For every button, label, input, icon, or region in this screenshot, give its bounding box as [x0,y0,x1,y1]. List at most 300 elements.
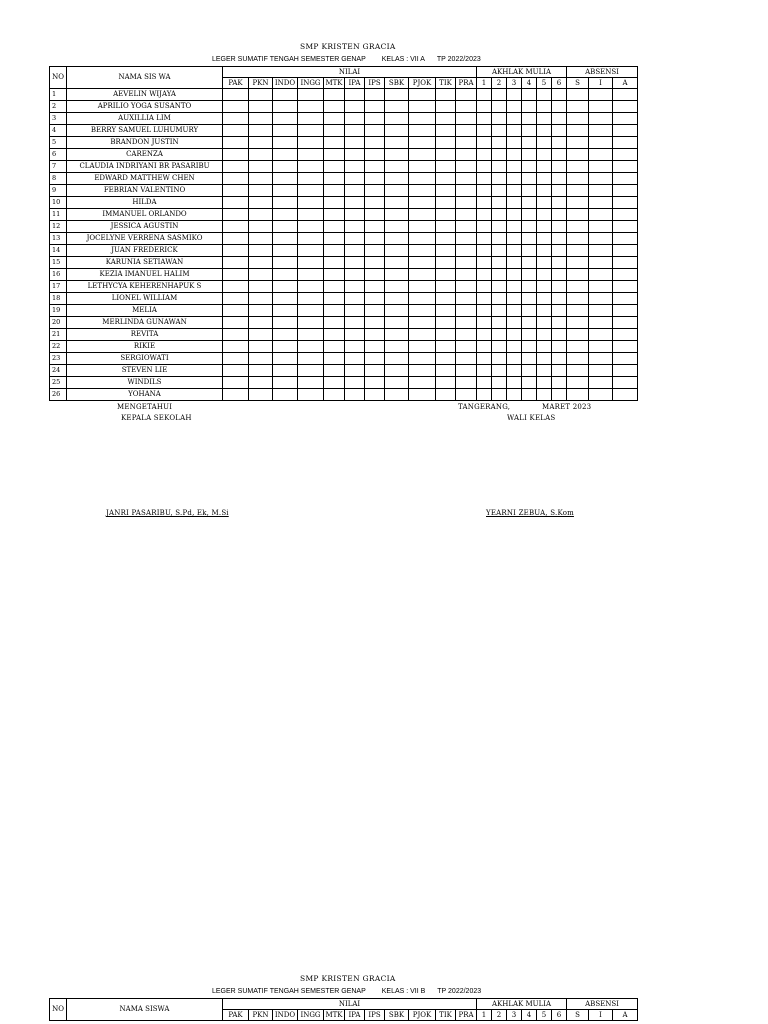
grade-cell[interactable] [567,269,589,281]
grade-cell[interactable] [589,245,613,257]
grade-cell[interactable] [273,257,298,269]
grade-cell[interactable] [223,125,249,137]
grade-cell[interactable] [589,341,613,353]
grade-cell[interactable] [552,341,567,353]
grade-cell[interactable] [507,113,522,125]
grade-cell[interactable] [567,281,589,293]
grade-cell[interactable] [567,329,589,341]
grade-cell[interactable] [552,233,567,245]
grade-cell[interactable] [273,125,298,137]
grade-cell[interactable] [537,185,552,197]
grade-cell[interactable] [492,101,507,113]
grade-cell[interactable] [249,317,273,329]
grade-cell[interactable] [385,185,409,197]
grade-cell[interactable] [273,221,298,233]
grade-cell[interactable] [456,353,477,365]
grade-cell[interactable] [492,185,507,197]
grade-cell[interactable] [324,149,345,161]
grade-cell[interactable] [385,317,409,329]
grade-cell[interactable] [492,389,507,401]
grade-cell[interactable] [537,293,552,305]
grade-cell[interactable] [273,161,298,173]
grade-cell[interactable] [409,221,436,233]
grade-cell[interactable] [345,269,365,281]
grade-cell[interactable] [409,341,436,353]
grade-cell[interactable] [589,113,613,125]
grade-cell[interactable] [567,353,589,365]
grade-cell[interactable] [385,197,409,209]
grade-cell[interactable] [223,389,249,401]
grade-cell[interactable] [249,305,273,317]
grade-cell[interactable] [249,89,273,101]
grade-cell[interactable] [456,317,477,329]
grade-cell[interactable] [409,89,436,101]
grade-cell[interactable] [507,305,522,317]
grade-cell[interactable] [385,329,409,341]
grade-cell[interactable] [522,125,537,137]
grade-cell[interactable] [249,173,273,185]
grade-cell[interactable] [324,341,345,353]
grade-cell[interactable] [223,365,249,377]
grade-cell[interactable] [436,293,456,305]
grade-cell[interactable] [456,101,477,113]
grade-cell[interactable] [249,269,273,281]
grade-cell[interactable] [613,113,638,125]
grade-cell[interactable] [345,353,365,365]
grade-cell[interactable] [567,89,589,101]
grade-cell[interactable] [223,245,249,257]
grade-cell[interactable] [249,197,273,209]
grade-cell[interactable] [589,173,613,185]
grade-cell[interactable] [552,161,567,173]
grade-cell[interactable] [385,149,409,161]
grade-cell[interactable] [492,257,507,269]
grade-cell[interactable] [456,209,477,221]
grade-cell[interactable] [436,305,456,317]
grade-cell[interactable] [345,317,365,329]
grade-cell[interactable] [436,365,456,377]
grade-cell[interactable] [223,185,249,197]
grade-cell[interactable] [456,257,477,269]
grade-cell[interactable] [273,317,298,329]
grade-cell[interactable] [345,281,365,293]
grade-cell[interactable] [477,101,492,113]
grade-cell[interactable] [537,113,552,125]
grade-cell[interactable] [492,317,507,329]
grade-cell[interactable] [477,341,492,353]
grade-cell[interactable] [507,185,522,197]
grade-cell[interactable] [537,149,552,161]
grade-cell[interactable] [613,389,638,401]
grade-cell[interactable] [365,137,385,149]
grade-cell[interactable] [567,137,589,149]
grade-cell[interactable] [507,257,522,269]
grade-cell[interactable] [223,305,249,317]
grade-cell[interactable] [567,197,589,209]
grade-cell[interactable] [436,173,456,185]
grade-cell[interactable] [613,185,638,197]
grade-cell[interactable] [298,377,324,389]
grade-cell[interactable] [298,353,324,365]
grade-cell[interactable] [298,185,324,197]
grade-cell[interactable] [223,281,249,293]
grade-cell[interactable] [567,389,589,401]
grade-cell[interactable] [477,113,492,125]
grade-cell[interactable] [298,269,324,281]
grade-cell[interactable] [477,233,492,245]
grade-cell[interactable] [552,353,567,365]
grade-cell[interactable] [409,149,436,161]
grade-cell[interactable] [589,389,613,401]
grade-cell[interactable] [456,233,477,245]
grade-cell[interactable] [273,113,298,125]
grade-cell[interactable] [613,365,638,377]
grade-cell[interactable] [324,281,345,293]
grade-cell[interactable] [456,113,477,125]
grade-cell[interactable] [456,329,477,341]
grade-cell[interactable] [249,125,273,137]
grade-cell[interactable] [298,113,324,125]
grade-cell[interactable] [613,197,638,209]
grade-cell[interactable] [223,89,249,101]
grade-cell[interactable] [522,353,537,365]
grade-cell[interactable] [477,221,492,233]
grade-cell[interactable] [385,365,409,377]
grade-cell[interactable] [249,353,273,365]
grade-cell[interactable] [567,377,589,389]
grade-cell[interactable] [345,101,365,113]
grade-cell[interactable] [365,269,385,281]
grade-cell[interactable] [385,113,409,125]
grade-cell[interactable] [507,269,522,281]
grade-cell[interactable] [522,281,537,293]
grade-cell[interactable] [273,197,298,209]
grade-cell[interactable] [522,365,537,377]
grade-cell[interactable] [436,113,456,125]
grade-cell[interactable] [273,305,298,317]
grade-cell[interactable] [345,89,365,101]
grade-cell[interactable] [492,293,507,305]
grade-cell[interactable] [552,365,567,377]
grade-cell[interactable] [345,245,365,257]
grade-cell[interactable] [298,281,324,293]
grade-cell[interactable] [223,329,249,341]
grade-cell[interactable] [589,281,613,293]
grade-cell[interactable] [223,377,249,389]
grade-cell[interactable] [522,185,537,197]
grade-cell[interactable] [537,329,552,341]
grade-cell[interactable] [456,125,477,137]
grade-cell[interactable] [613,257,638,269]
grade-cell[interactable] [522,293,537,305]
grade-cell[interactable] [273,173,298,185]
grade-cell[interactable] [365,101,385,113]
grade-cell[interactable] [477,365,492,377]
grade-cell[interactable] [537,101,552,113]
grade-cell[interactable] [507,329,522,341]
grade-cell[interactable] [365,305,385,317]
grade-cell[interactable] [567,365,589,377]
grade-cell[interactable] [298,101,324,113]
grade-cell[interactable] [365,161,385,173]
grade-cell[interactable] [613,137,638,149]
grade-cell[interactable] [298,329,324,341]
grade-cell[interactable] [492,221,507,233]
grade-cell[interactable] [537,209,552,221]
grade-cell[interactable] [324,209,345,221]
grade-cell[interactable] [273,269,298,281]
grade-cell[interactable] [613,125,638,137]
grade-cell[interactable] [273,293,298,305]
grade-cell[interactable] [567,173,589,185]
grade-cell[interactable] [537,137,552,149]
grade-cell[interactable] [613,221,638,233]
grade-cell[interactable] [409,317,436,329]
grade-cell[interactable] [298,149,324,161]
grade-cell[interactable] [456,137,477,149]
grade-cell[interactable] [273,365,298,377]
grade-cell[interactable] [409,389,436,401]
grade-cell[interactable] [477,161,492,173]
grade-cell[interactable] [324,377,345,389]
grade-cell[interactable] [249,365,273,377]
grade-cell[interactable] [567,257,589,269]
grade-cell[interactable] [436,341,456,353]
grade-cell[interactable] [552,257,567,269]
grade-cell[interactable] [507,365,522,377]
grade-cell[interactable] [365,125,385,137]
grade-cell[interactable] [492,161,507,173]
grade-cell[interactable] [492,305,507,317]
grade-cell[interactable] [223,197,249,209]
grade-cell[interactable] [613,281,638,293]
grade-cell[interactable] [589,89,613,101]
grade-cell[interactable] [249,233,273,245]
grade-cell[interactable] [436,377,456,389]
grade-cell[interactable] [537,197,552,209]
grade-cell[interactable] [298,341,324,353]
grade-cell[interactable] [552,377,567,389]
grade-cell[interactable] [324,233,345,245]
grade-cell[interactable] [273,185,298,197]
grade-cell[interactable] [567,341,589,353]
grade-cell[interactable] [324,329,345,341]
grade-cell[interactable] [345,377,365,389]
grade-cell[interactable] [456,293,477,305]
grade-cell[interactable] [273,137,298,149]
grade-cell[interactable] [492,149,507,161]
grade-cell[interactable] [365,221,385,233]
grade-cell[interactable] [522,305,537,317]
grade-cell[interactable] [249,101,273,113]
grade-cell[interactable] [345,365,365,377]
grade-cell[interactable] [589,329,613,341]
grade-cell[interactable] [324,245,345,257]
grade-cell[interactable] [537,377,552,389]
grade-cell[interactable] [456,149,477,161]
grade-cell[interactable] [385,377,409,389]
grade-cell[interactable] [522,209,537,221]
grade-cell[interactable] [436,389,456,401]
grade-cell[interactable] [298,89,324,101]
grade-cell[interactable] [385,173,409,185]
grade-cell[interactable] [552,281,567,293]
grade-cell[interactable] [298,293,324,305]
grade-cell[interactable] [589,293,613,305]
grade-cell[interactable] [223,101,249,113]
grade-cell[interactable] [456,221,477,233]
grade-cell[interactable] [522,149,537,161]
grade-cell[interactable] [436,269,456,281]
grade-cell[interactable] [537,161,552,173]
grade-cell[interactable] [492,245,507,257]
grade-cell[interactable] [507,125,522,137]
grade-cell[interactable] [273,353,298,365]
grade-cell[interactable] [298,245,324,257]
grade-cell[interactable] [324,305,345,317]
grade-cell[interactable] [477,389,492,401]
grade-cell[interactable] [365,257,385,269]
grade-cell[interactable] [552,101,567,113]
grade-cell[interactable] [477,185,492,197]
grade-cell[interactable] [223,161,249,173]
grade-cell[interactable] [436,101,456,113]
grade-cell[interactable] [522,233,537,245]
grade-cell[interactable] [613,161,638,173]
grade-cell[interactable] [552,209,567,221]
grade-cell[interactable] [385,341,409,353]
grade-cell[interactable] [324,161,345,173]
grade-cell[interactable] [613,353,638,365]
grade-cell[interactable] [324,173,345,185]
grade-cell[interactable] [507,233,522,245]
grade-cell[interactable] [537,257,552,269]
grade-cell[interactable] [273,389,298,401]
grade-cell[interactable] [492,281,507,293]
grade-cell[interactable] [223,353,249,365]
grade-cell[interactable] [537,173,552,185]
grade-cell[interactable] [492,173,507,185]
grade-cell[interactable] [436,209,456,221]
grade-cell[interactable] [436,257,456,269]
grade-cell[interactable] [589,365,613,377]
grade-cell[interactable] [589,209,613,221]
grade-cell[interactable] [385,389,409,401]
grade-cell[interactable] [552,89,567,101]
grade-cell[interactable] [613,89,638,101]
grade-cell[interactable] [365,341,385,353]
grade-cell[interactable] [223,317,249,329]
grade-cell[interactable] [365,233,385,245]
grade-cell[interactable] [537,365,552,377]
grade-cell[interactable] [589,149,613,161]
grade-cell[interactable] [223,137,249,149]
grade-cell[interactable] [552,317,567,329]
grade-cell[interactable] [477,281,492,293]
grade-cell[interactable] [567,101,589,113]
grade-cell[interactable] [522,329,537,341]
grade-cell[interactable] [365,113,385,125]
grade-cell[interactable] [507,317,522,329]
grade-cell[interactable] [365,245,385,257]
grade-cell[interactable] [324,89,345,101]
grade-cell[interactable] [589,353,613,365]
grade-cell[interactable] [273,149,298,161]
grade-cell[interactable] [324,257,345,269]
grade-cell[interactable] [409,185,436,197]
grade-cell[interactable] [552,113,567,125]
grade-cell[interactable] [552,197,567,209]
grade-cell[interactable] [589,137,613,149]
grade-cell[interactable] [507,389,522,401]
grade-cell[interactable] [385,305,409,317]
grade-cell[interactable] [365,209,385,221]
grade-cell[interactable] [365,197,385,209]
grade-cell[interactable] [436,137,456,149]
grade-cell[interactable] [507,281,522,293]
grade-cell[interactable] [456,377,477,389]
grade-cell[interactable] [324,125,345,137]
grade-cell[interactable] [249,257,273,269]
grade-cell[interactable] [249,377,273,389]
grade-cell[interactable] [456,89,477,101]
grade-cell[interactable] [552,245,567,257]
grade-cell[interactable] [223,341,249,353]
grade-cell[interactable] [365,353,385,365]
grade-cell[interactable] [589,233,613,245]
grade-cell[interactable] [552,389,567,401]
grade-cell[interactable] [365,317,385,329]
grade-cell[interactable] [522,269,537,281]
grade-cell[interactable] [385,89,409,101]
grade-cell[interactable] [507,221,522,233]
grade-cell[interactable] [385,125,409,137]
grade-cell[interactable] [385,269,409,281]
grade-cell[interactable] [507,377,522,389]
grade-cell[interactable] [324,365,345,377]
grade-cell[interactable] [385,257,409,269]
grade-cell[interactable] [345,233,365,245]
grade-cell[interactable] [324,137,345,149]
grade-cell[interactable] [492,113,507,125]
grade-cell[interactable] [385,161,409,173]
grade-cell[interactable] [249,113,273,125]
grade-cell[interactable] [365,365,385,377]
grade-cell[interactable] [522,173,537,185]
grade-cell[interactable] [567,113,589,125]
grade-cell[interactable] [613,377,638,389]
grade-cell[interactable] [456,281,477,293]
grade-cell[interactable] [409,305,436,317]
grade-cell[interactable] [298,125,324,137]
grade-cell[interactable] [249,137,273,149]
grade-cell[interactable] [409,245,436,257]
grade-cell[interactable] [409,377,436,389]
grade-cell[interactable] [477,209,492,221]
grade-cell[interactable] [537,233,552,245]
grade-cell[interactable] [537,89,552,101]
grade-cell[interactable] [249,245,273,257]
grade-cell[interactable] [507,209,522,221]
grade-cell[interactable] [477,317,492,329]
grade-cell[interactable] [492,209,507,221]
grade-cell[interactable] [298,209,324,221]
grade-cell[interactable] [492,197,507,209]
grade-cell[interactable] [249,185,273,197]
grade-cell[interactable] [613,101,638,113]
grade-cell[interactable] [345,293,365,305]
grade-cell[interactable] [223,173,249,185]
